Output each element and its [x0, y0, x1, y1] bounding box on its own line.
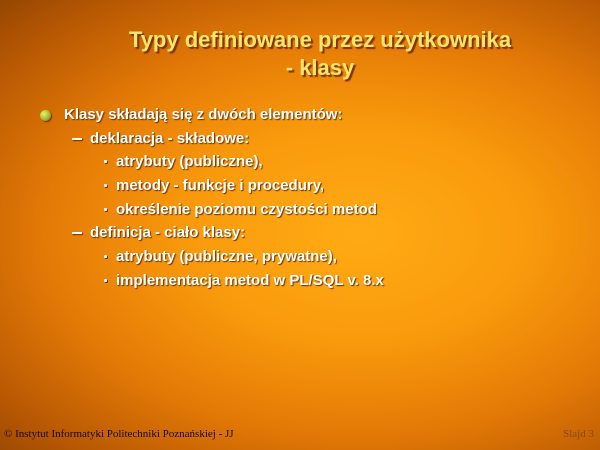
- item-text: metody - funkcje i procedury,: [116, 177, 325, 194]
- dash-icon: [72, 138, 82, 140]
- bullet-main-text: Klasy składają się z dwóch elementów:: [64, 106, 343, 123]
- sub-bullet-declaration: [0, 128, 600, 150]
- item-declaration-1: [0, 151, 600, 173]
- sub-bullet-declaration-text: deklaracja - składowe:: [90, 130, 250, 147]
- item-declaration-3: [0, 199, 600, 221]
- bullet-main: [0, 104, 600, 126]
- item-definition-2: [0, 270, 600, 292]
- dot-bullet-icon: [104, 255, 107, 258]
- dot-bullet-icon: [104, 279, 107, 282]
- dot-bullet-icon: [104, 184, 107, 187]
- dash-icon: [72, 232, 82, 234]
- dot-bullet-icon: [104, 208, 107, 211]
- sub-bullet-definition-text: definicja - ciało klasy:: [90, 224, 246, 241]
- slide-title-line-2: - klasy: [285, 55, 355, 80]
- slide-title-line-1: Typy definiowane przez użytkownika: [128, 27, 512, 52]
- sub-bullet-definition: [0, 222, 600, 244]
- footer-slide-number: Slajd 3: [563, 428, 594, 440]
- bullet-ball-icon: [40, 110, 51, 121]
- dot-bullet-icon: [104, 160, 107, 163]
- item-definition-1: [0, 246, 600, 268]
- slide-title: [60, 26, 580, 82]
- item-text: określenie poziomu czystości metod: [116, 201, 377, 218]
- item-text: implementacja metod w PL/SQL v. 8.x: [116, 272, 384, 289]
- item-text: atrybuty (publiczne),: [116, 153, 263, 170]
- item-declaration-2: [0, 175, 600, 197]
- item-text: atrybuty (publiczne, prywatne),: [116, 248, 337, 265]
- footer-copyright: © Instytut Informatyki Politechniki Poznańskiej - JJ: [4, 428, 234, 440]
